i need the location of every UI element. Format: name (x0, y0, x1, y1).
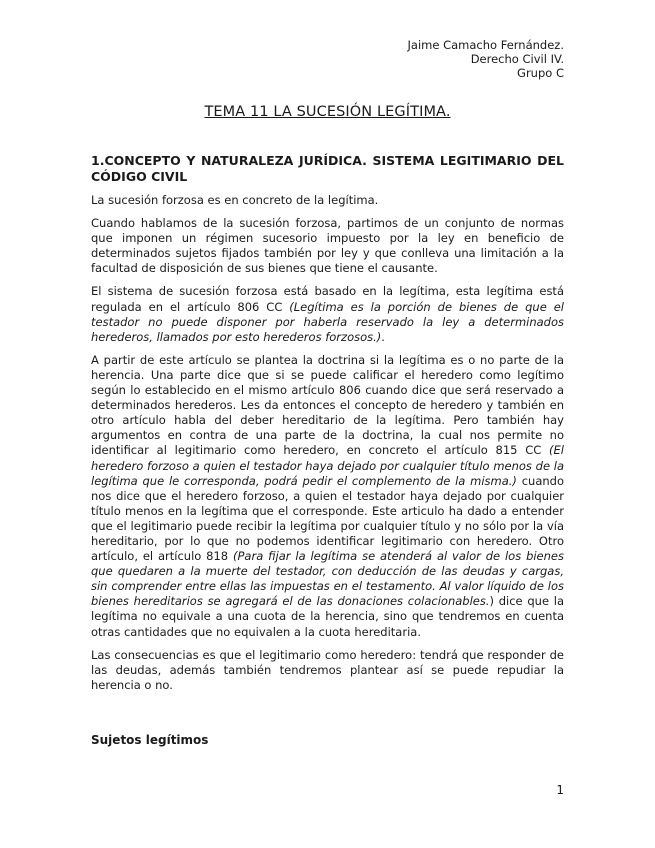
paragraph-3 (91, 284, 564, 344)
paragraph-4 (91, 353, 564, 640)
article-806-quote: (Legítima es la porción de bienes de que el testador no puede disponer por haberla reservado la ley a determinados herederos, llamados por esto herederos forzosos.) (91, 299, 564, 344)
paragraph-4-text-b: cuando nos dice que el heredero forzoso, a quien el testador haya dejado por cualquier título menos en la legítima que el corresponde. Este articulo ha dado a entender que el legitimario puede recibir la legítima por cualquier título y no sólo por la vía hereditario, por lo que no podemos identificar legitimario con heredero. Otro artículo, el artículo 818 (91, 473, 564, 564)
paragraph-3-text-b: . (381, 329, 385, 344)
author-name: Jaime Camacho Fernández. (407, 38, 564, 52)
body-text (91, 193, 564, 701)
paragraph-3-text-a: El sistema de sucesión forzosa está basado en la legítima, esta legítima está regulada en el artículo 806 CC (91, 284, 564, 314)
subsection-heading: Sujetos legítimos (91, 733, 209, 747)
article-818-quote: (Para fijar la legítima se atenderá al valor de los bienes que quedaren a la muerte del testador, con deducción de las deudas y cargas, sin comprender entre ellas las impuestas en el testamento. Al valor líquido de los bienes hereditarios se agregará el de las donaciones colacionables. (91, 549, 564, 609)
paragraph-4-text-c: ) dice que la legítima no equivale a una cuota de la herencia, sino que tendremos en cuenta otras cantidades que no equivalen a la cuota hereditaria. (91, 594, 564, 639)
page-number: 1 (556, 783, 564, 797)
paragraph-4-text-a: A partir de este artículo se plantea la doctrina si la legítima es o no parte de la herencia. Una parte dice que si se puede calificar el heredero como legítimo según lo establecido en el mismo artículo 806 cuando dice que será reservado a determinados herederos. Les da entonces el concepto de heredero y también en otro artículo habla del deber hereditario de la legítima. Pero también hay argumentos en contra de una parte de la doctrina, la cual nos permite no identificar al legitimario como heredero, en concreto el artículo 815 CC (91, 352, 564, 458)
document-header (408, 38, 564, 80)
section-heading: 1.CONCEPTO Y NATURALEZA JURÍDICA. SISTEMA LEGITIMARIO DEL CÓDIGO CIVIL (91, 153, 564, 184)
paragraph-2: Cuando hablamos de la sucesión forzosa, partimos de un conjunto de normas que imponen un régimen sucesorio impuesto por la ley en beneficio de determinados sujetos fijados también por ley y que conlleva una limitación a la facultad de disposición de sus bienes que tiene el causante. (91, 216, 564, 276)
course-name: Derecho Civil IV. (470, 52, 564, 66)
document-title: TEMA 11 LA SUCESIÓN LEGÍTIMA. (204, 104, 451, 120)
paragraph-1: La sucesión forzosa es en concreto de la legítima. (91, 193, 379, 207)
group-name: Grupo C (517, 66, 564, 80)
paragraph-5: Las consecuencias es que el legitimario como heredero: tendrá que responder de las deudas, además también tendremos plantear así se puede repudiar la herencia o no. (91, 647, 564, 692)
article-815-quote: (El heredero forzoso a quien el testador haya dejado por cualquier título menos de la legítima que le corresponda, podrá pedir el complemento de la misma.) (91, 443, 564, 488)
